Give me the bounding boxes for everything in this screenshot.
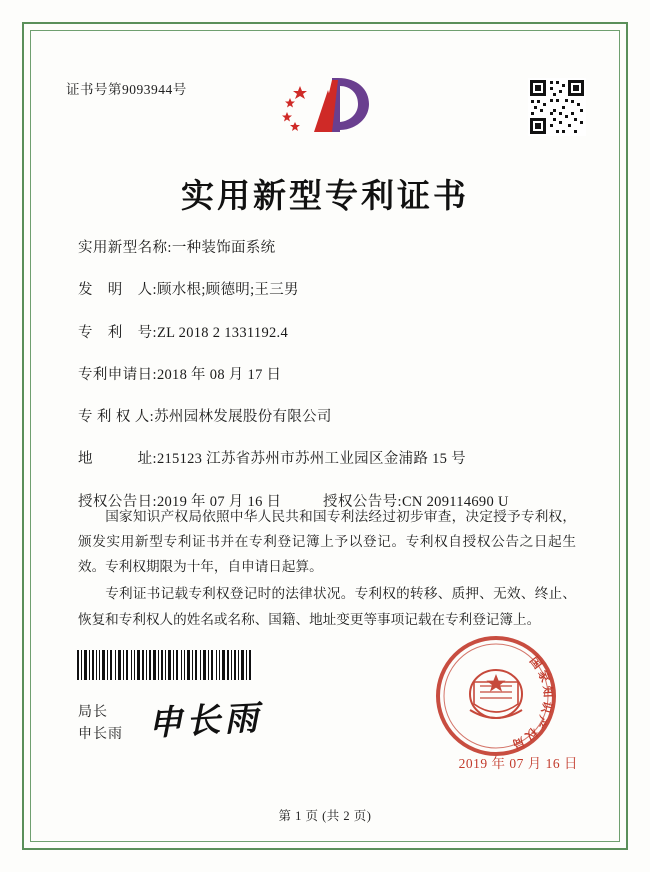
legal-paragraph-2: 专利证书记载专利权登记时的法律状况。专利权的转移、质押、无效、终止、恢复和专利权人的姓名或名称、国籍、地址变更等事项记载在专利登记簿上。 xyxy=(78,586,576,627)
field-row-application-date xyxy=(78,365,580,385)
barcode xyxy=(76,650,254,680)
field-list xyxy=(78,238,580,534)
field-value: ZL 2018 2 1331192.4 xyxy=(156,324,289,341)
signature-block xyxy=(78,702,123,745)
field-value: 顾水根;顾德明;王三男 xyxy=(156,282,299,299)
legal-paragraph-1: 国家知识产权局依照中华人民共和国专利法经过初步审查，决定授予专利权，颁发实用新型专利证书并在专利登记簿上予以登记。专利权自授权公告之日起生效。专利权期限为十年，自申请日起算。 xyxy=(78,509,576,575)
field-row-patentee xyxy=(78,407,580,427)
field-row-inventor xyxy=(78,280,580,300)
svg-text:国家知识产权局 xyxy=(508,654,556,753)
field-row-patent-number xyxy=(78,323,580,343)
page-footer: 第 1 页 (共 2 页) xyxy=(278,809,372,823)
field-label: 授权公告日: xyxy=(78,493,157,510)
field-label: 专利申请日: xyxy=(78,366,157,383)
seal-date: 2019 年 07 月 16 日 xyxy=(458,756,578,771)
field-value: 2018 年 08 月 17 日 xyxy=(156,366,282,383)
field-value: 2019 年 07 月 16 日 xyxy=(156,493,282,510)
page-title: 实用新型专利证书 xyxy=(181,176,469,215)
field-label: 专 利 号: xyxy=(78,324,157,341)
field-label: 专 利 权 人: xyxy=(78,409,155,426)
field-row-name xyxy=(78,238,580,258)
official-seal xyxy=(430,630,562,762)
field-value: 215123 江苏省苏州市苏州工业园区金浦路 15 号 xyxy=(156,451,466,468)
legal-text xyxy=(78,504,576,634)
qr-code xyxy=(528,78,586,136)
field-label: 实用新型名称: xyxy=(78,240,172,256)
field-value: CN 209114690 U xyxy=(401,493,509,510)
field-label: 发 明 人: xyxy=(78,282,157,299)
field-label: 授权公告号: xyxy=(323,493,402,510)
director-name: 申长雨 xyxy=(78,726,123,742)
certificate-number: 证书号第9093944号 xyxy=(66,82,187,97)
field-value: 一种装饰面系统 xyxy=(171,240,276,256)
certificate-content xyxy=(30,30,620,842)
handwritten-signature: 申长雨 xyxy=(147,698,264,744)
field-value: 苏州园林发展股份有限公司 xyxy=(154,409,332,426)
field-row-address xyxy=(78,449,580,469)
field-label: 地 址: xyxy=(78,451,157,468)
cnipa-logo xyxy=(270,70,380,142)
director-label: 局长 xyxy=(78,705,108,720)
seal-ring-text: 国家知识产权局 xyxy=(507,653,556,753)
